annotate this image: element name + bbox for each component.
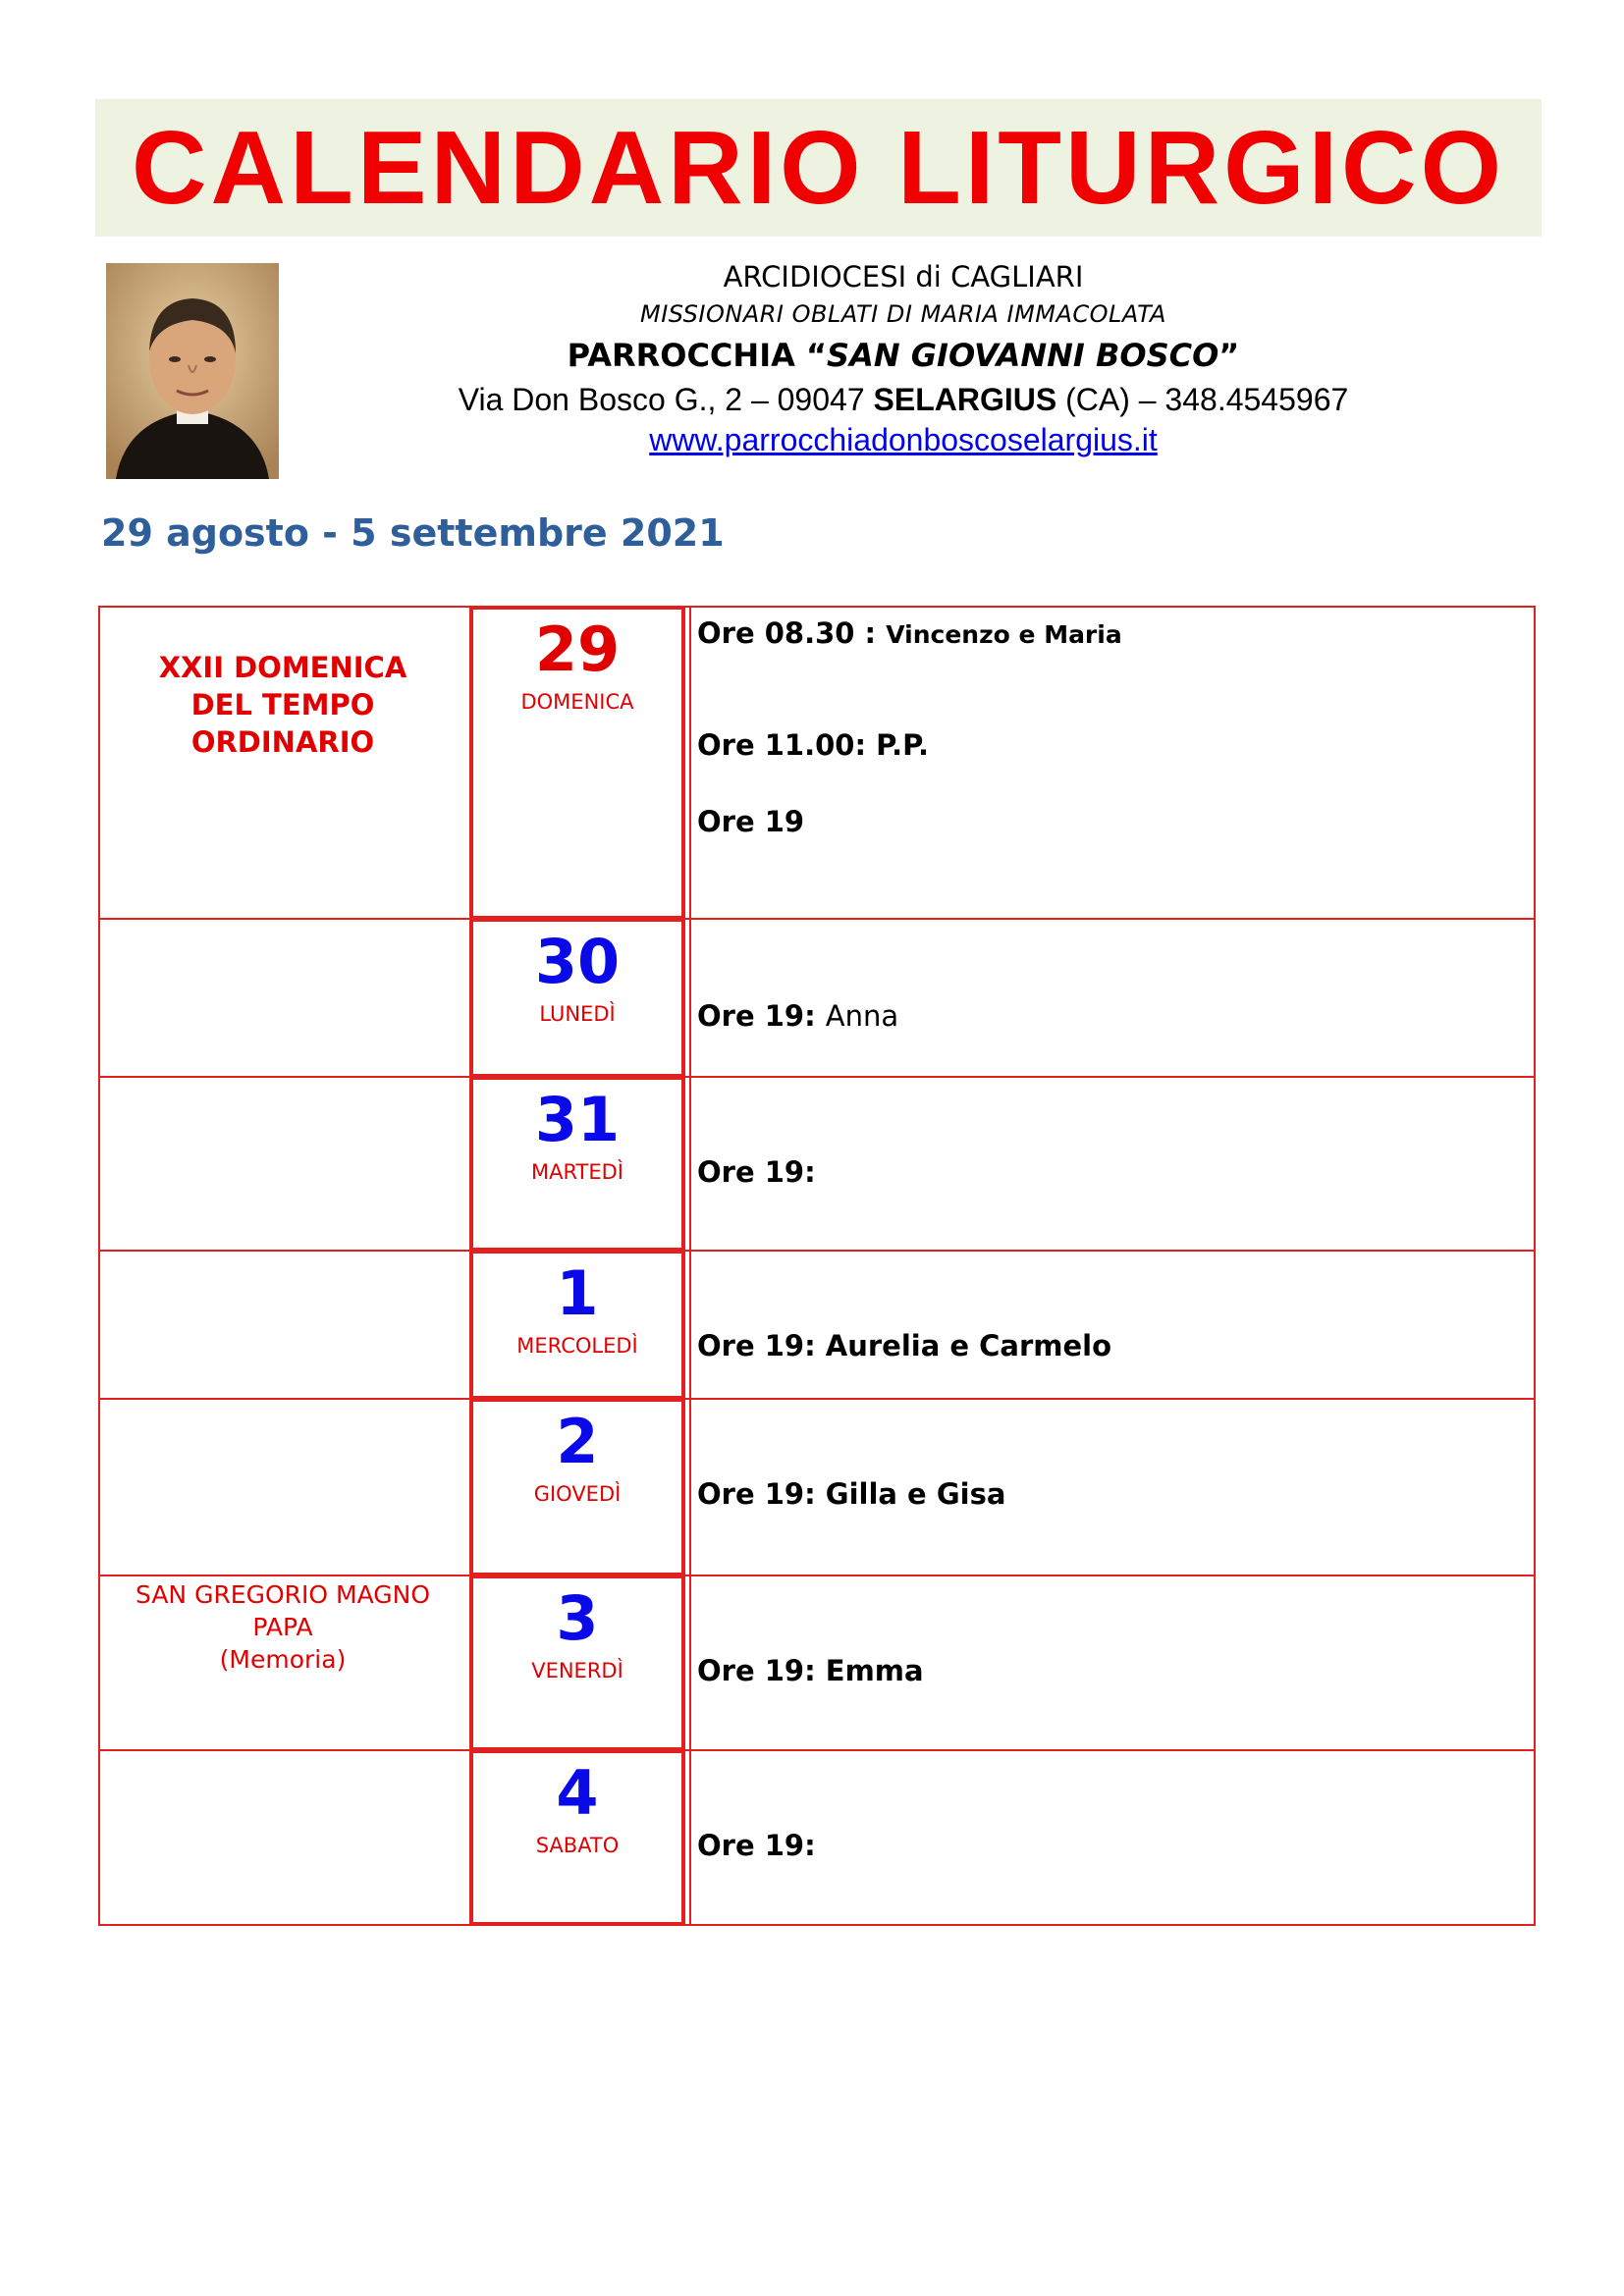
parish-header (393, 257, 1414, 459)
feast-line: ORDINARIO (190, 725, 375, 759)
day-number: 3 (556, 1582, 599, 1654)
mass-entry: Ore 19: Emma (697, 1654, 924, 1687)
day-number: 29 (534, 614, 621, 685)
date-range: 29 agosto - 5 settembre 2021 (101, 511, 725, 555)
weekday: VENERDÌ (531, 1659, 623, 1682)
day-number: 1 (556, 1257, 599, 1329)
masses-cell (689, 1576, 1534, 1749)
day-number: 30 (534, 926, 621, 997)
saint-portrait (106, 263, 279, 479)
weekday: LUNEDÌ (539, 1002, 616, 1026)
weekday: MARTEDÌ (530, 1160, 623, 1184)
mass-entry: Ore 19: Aurelia e Carmelo (697, 1329, 1112, 1362)
day-cell (469, 918, 685, 1078)
day-cell (469, 1575, 685, 1751)
mass-entry: Ore 19: (697, 1155, 816, 1189)
masses-cell (689, 608, 1534, 918)
feast-line: XXII DOMENICA (158, 651, 407, 684)
masses-cell (689, 1078, 1534, 1250)
feast-line: (Memoria) (219, 1645, 347, 1674)
archdiocese-name: ARCIDIOCESI di CAGLIARI (723, 260, 1084, 294)
masses-cell (689, 1252, 1534, 1398)
calendar-row (98, 1252, 1536, 1400)
feast-cell (100, 1576, 465, 1676)
mass-entry: Ore 08.30 : Vincenzo e Maria (697, 616, 1122, 650)
title-banner (95, 99, 1542, 237)
feast-line: DEL TEMPO (190, 688, 375, 721)
day-number: 31 (534, 1084, 621, 1155)
day-cell (469, 606, 685, 920)
calendar-row (98, 606, 1536, 920)
calendar-row (98, 1751, 1536, 1926)
day-number: 4 (556, 1757, 599, 1829)
calendar-row (98, 1576, 1536, 1751)
mass-entry: Ore 19 (697, 805, 805, 838)
parish-address: Via Don Bosco G., 2 – 09047 SELARGIUS (CA) – 348.4545967 (458, 382, 1349, 417)
weekday: DOMENICA (520, 690, 634, 714)
day-cell (469, 1250, 685, 1400)
mass-entry: Ore 19: (697, 1829, 816, 1862)
feast-cell (100, 608, 465, 761)
feast-line: PAPA (252, 1613, 313, 1641)
mass-entry: Ore 11.00: P.P. (697, 728, 930, 762)
mass-entry: Ore 19: Gilla e Gisa (697, 1477, 1006, 1511)
weekday: GIOVEDÌ (533, 1482, 622, 1506)
page-title: CALENDARIO LITURGICO (131, 110, 1506, 226)
day-cell (469, 1076, 685, 1252)
mass-entry: Ore 19: Anna (697, 999, 899, 1033)
day-cell (469, 1398, 685, 1576)
masses-cell (689, 920, 1534, 1076)
day-number: 2 (556, 1406, 599, 1477)
parish-name: PARROCCHIA “SAN GIOVANNI BOSCO” (567, 337, 1240, 374)
day-cell (469, 1749, 685, 1926)
calendar-row (98, 920, 1536, 1078)
parish-website-link[interactable]: www.parrocchiadonboscoselargius.it (649, 422, 1158, 457)
calendar-table (98, 606, 1536, 1926)
masses-cell (689, 1751, 1534, 1924)
masses-cell (689, 1400, 1534, 1575)
weekday: SABATO (535, 1834, 620, 1857)
feast-line: SAN GREGORIO MAGNO (135, 1580, 431, 1609)
calendar-row (98, 1400, 1536, 1576)
calendar-row (98, 1078, 1536, 1252)
weekday: MERCOLEDÌ (516, 1334, 638, 1358)
missionaries-line: MISSIONARI OBLATI DI MARIA IMMACOLATA (640, 300, 1166, 328)
